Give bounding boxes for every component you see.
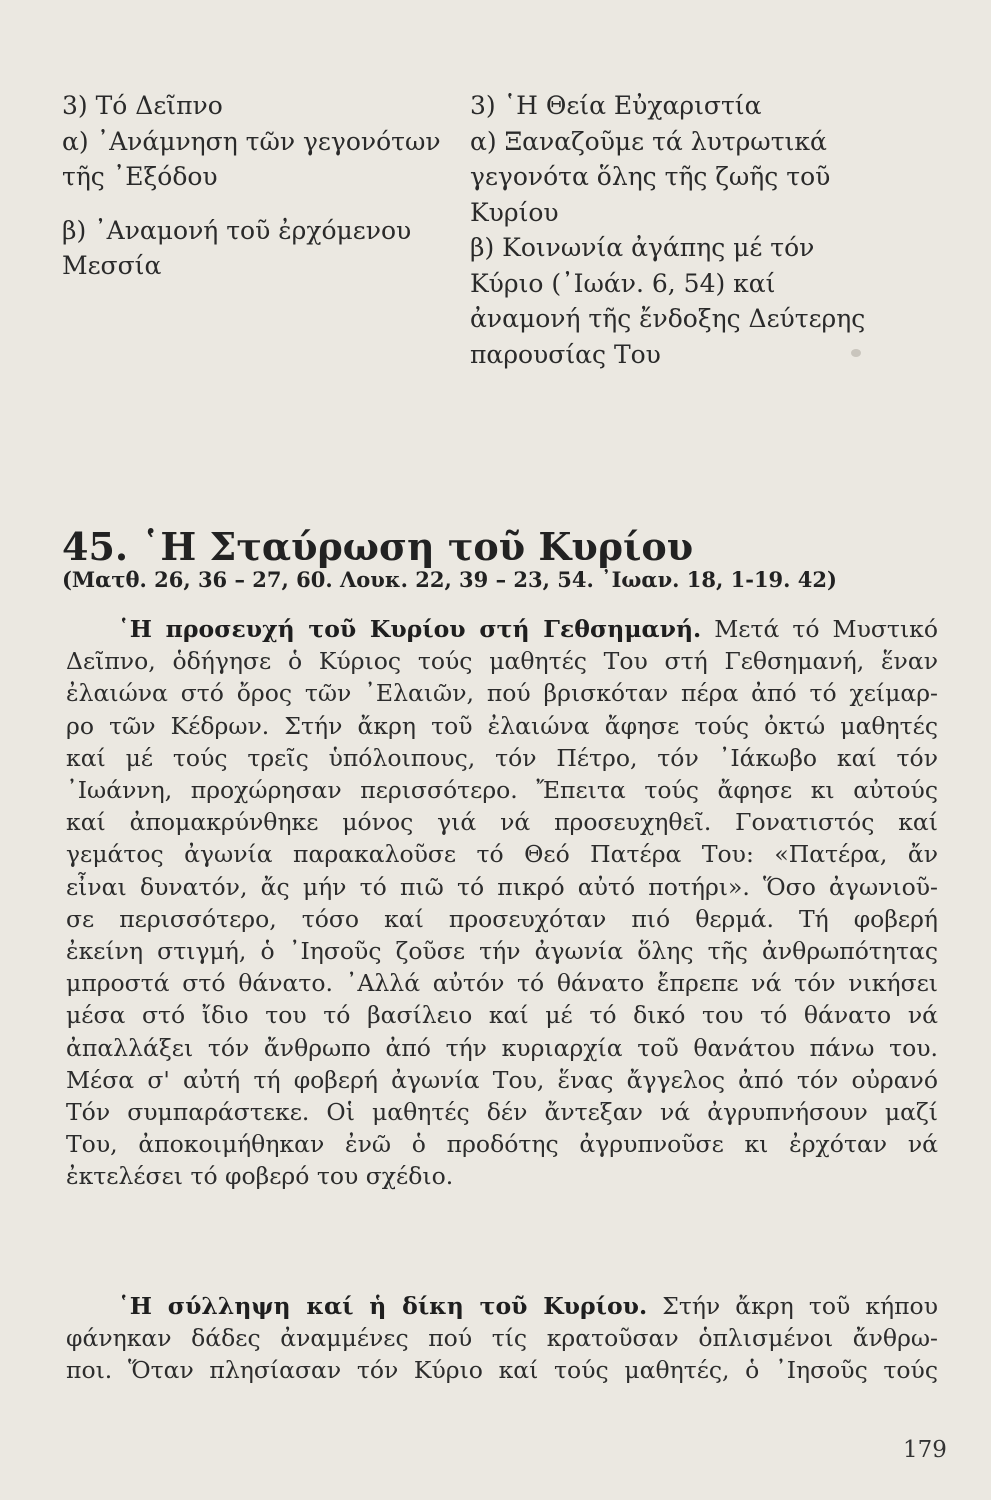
paragraph-line: σε περισσότερο, τόσο καί προσευχόταν πιό θερμά. Τή φοβερή xyxy=(66,904,938,933)
left-col-line: β) ᾿Αναμονή τοῦ ἐρχόμενου xyxy=(62,215,412,245)
page-number: 179 xyxy=(903,1437,947,1463)
right-col-line: παρουσίας Του xyxy=(470,339,661,369)
ink-speck xyxy=(851,349,861,357)
paragraph-line: μέσα στό ἴδιο του τό βασίλειο καί μέ τό δικό του τό θάνατο νά xyxy=(66,1001,938,1030)
paragraph-line: ρο τῶν Κέδρων. Στήν ἄκρη τοῦ ἐλαιώνα ἄφησε τούς ὀκτώ μαθητές xyxy=(66,711,938,740)
section-title: 45. ῾Η Σταύρωση τοῦ Κυρίου xyxy=(62,524,694,569)
paragraph-line: ᾿Ιωάννη, προχώρησαν περισσότερο. Ἔπειτα τούς ἄφησε κι αὐτούς xyxy=(66,776,938,805)
paragraph-line xyxy=(66,613,938,645)
paragraph-line: ἐκείνη στιγμή, ὁ ᾿Ιησοῦς ζοῦσε τήν ἀγωνία ὅλης τῆς ἀνθρωπότητας xyxy=(66,937,938,966)
paragraph-heading: ῾Η σύλληψη καί ἡ δίκη τοῦ Κυρίου. xyxy=(118,1292,648,1320)
paragraph-heading: ῾Η προσευχή τοῦ Κυρίου στή Γεθσημανή. xyxy=(118,615,702,643)
paragraph-line: γεμάτος ἀγωνία παρακαλοῦσε τό Θεό Πατέρα Του: «Πατέρα, ἄν xyxy=(66,840,938,869)
right-col-line: γεγονότα ὅλης τῆς ζωῆς τοῦ xyxy=(470,162,831,191)
paragraph-line: Τόν συμπαράστεκε. Οἱ μαθητές δέν ἄντεξαν νά ἀγρυπνήσουν μαζί xyxy=(66,1098,938,1127)
paragraph-text: Στήν ἄκρη τοῦ κήπου xyxy=(662,1292,938,1320)
right-col-line: α) Ξαναζοῦμε τά λυτρωτικά xyxy=(470,126,827,156)
right-col-line: ἀναμονή τῆς ἔνδοξης Δεύτερης xyxy=(470,304,866,333)
paragraph-line: καί μέ τούς τρεῖς ὑπόλοιπους, τόν Πέτρο, τόν ᾿Ιάκωβο καί τόν xyxy=(66,743,938,772)
paragraph-line xyxy=(66,1290,938,1322)
paragraph-line: Του, ἀποκοιμήθηκαν ἐνῶ ὁ προδότης ἀγρυπνοῦσε κι ἐρχόταν νά xyxy=(66,1130,938,1159)
paragraph-arrest xyxy=(66,1290,938,1387)
paragraph-line: ἐλαιώνα στό ὄρος τῶν ᾿Ελαιῶν, πού βρισκόταν πέρα ἀπό τό χείμαρ- xyxy=(66,679,938,708)
section-references: (Ματθ. 26, 36 – 27, 60. Λουκ. 22, 39 – 23, 54. ᾿Ιωαν. 18, 1-19. 42) xyxy=(62,567,837,592)
paragraph-line: μπροστά στό θάνατο. ᾿Αλλά αὐτόν τό θάνατο ἔπρεπε νά τόν νικήσει xyxy=(66,969,938,998)
line-gap xyxy=(62,195,452,213)
paragraph-line: ἐκτελέσει τό φοβερό του σχέδιο. xyxy=(66,1162,454,1191)
right-col-line: Κύριο (᾿Ιωάν. 6, 54) καί xyxy=(470,268,776,298)
comparison-column-left xyxy=(62,88,452,284)
comparison-column-right xyxy=(470,88,940,372)
paragraph-prayer xyxy=(66,613,938,1193)
right-col-line: Κυρίου xyxy=(470,197,559,227)
left-col-line: τῆς ᾿Εξόδου xyxy=(62,162,218,191)
right-col-line: β) Κοινωνία ἀγάπης μέ τόν xyxy=(470,233,815,262)
paragraph-text: Μετά τό Μυστικό xyxy=(714,615,938,643)
paragraph-line: ἀπαλλάξει τόν ἄνθρωπο ἀπό τήν κυριαρχία τοῦ θανάτου πάνω του. xyxy=(66,1033,938,1062)
right-col-line: 3) ῾Η Θεία Εὐχαριστία xyxy=(470,91,762,120)
left-col-line: Μεσσία xyxy=(62,251,162,280)
left-col-line: 3) Τό Δεῖπνο xyxy=(62,91,223,120)
paragraph-line: φάνηκαν δάδες ἀναμμένες πού τίς κρατοῦσαν ὁπλισμένοι ἄνθρω- xyxy=(66,1324,938,1353)
left-col-line: α) ᾿Ανάμνηση τῶν γεγονότων xyxy=(62,126,441,156)
paragraph-line: καί ἀπομακρύνθηκε μόνος γιά νά προσευχηθεῖ. Γονατιστός καί xyxy=(66,808,938,837)
paragraph-line: Μέσα σ' αὐτή τή φοβερή ἀγωνία Του, ἕνας ἄγγελος ἀπό τόν οὐρανό xyxy=(66,1065,938,1094)
paragraph-line: εἶναι δυνατόν, ἄς μήν τό πιῶ τό πικρό αὐτό ποτήρι». Ὅσο ἀγωνιοῦ- xyxy=(66,872,938,901)
paragraph-line: ποι. Ὅταν πλησίασαν τόν Κύριο καί τούς μαθητές, ὁ ᾿Ιησοῦς τούς xyxy=(66,1356,938,1385)
paragraph-line: Δεῖπνο, ὁδήγησε ὁ Κύριος τούς μαθητές Του στή Γεθσημανή, ἕναν xyxy=(66,647,938,676)
